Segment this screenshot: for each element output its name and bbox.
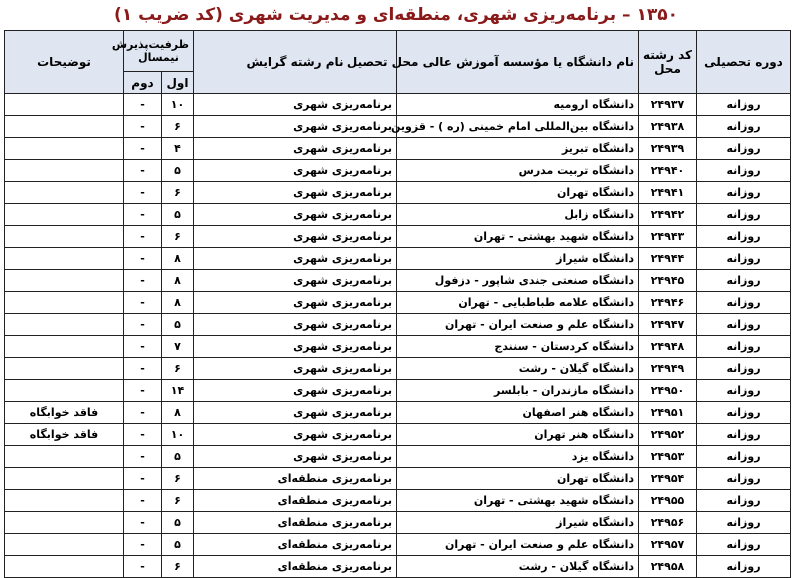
cell-capacity-second: - — [124, 160, 162, 182]
cell-university: دانشگاه شهید بهشتی - تهران — [397, 490, 639, 512]
cell-period: روزانه — [697, 468, 791, 490]
cell-notes — [5, 138, 124, 160]
cell-university: دانشگاه بین‌المللی امام خمینی (ره ) - قزوین — [397, 116, 639, 138]
cell-notes: فاقد خوابگاه — [5, 424, 124, 446]
cell-period: روزانه — [697, 358, 791, 380]
cell-notes — [5, 182, 124, 204]
cell-notes — [5, 248, 124, 270]
cell-notes — [5, 490, 124, 512]
cell-code: ۲۴۹۳۸ — [639, 116, 697, 138]
table-row — [5, 424, 791, 446]
cell-period: روزانه — [697, 490, 791, 512]
cell-capacity-second: - — [124, 556, 162, 578]
cell-capacity-first: ۱۴ — [162, 380, 194, 402]
cell-period: روزانه — [697, 534, 791, 556]
cell-code: ۲۴۹۵۸ — [639, 556, 697, 578]
cell-capacity-second: - — [124, 534, 162, 556]
table-row — [5, 446, 791, 468]
cell-university: دانشگاه مازندران - بابلسر — [397, 380, 639, 402]
table-row — [5, 556, 791, 578]
cell-capacity-first: ۱۰ — [162, 94, 194, 116]
cell-period: روزانه — [697, 556, 791, 578]
table-row — [5, 182, 791, 204]
cell-university: دانشگاه شیراز — [397, 248, 639, 270]
cell-capacity-second: - — [124, 226, 162, 248]
header-capacity-first: اول — [162, 72, 194, 94]
cell-field: برنامه‌ریزی شهری — [194, 248, 397, 270]
cell-capacity-second: - — [124, 336, 162, 358]
cell-capacity-second: - — [124, 424, 162, 446]
table-row — [5, 358, 791, 380]
header-university: نام دانشگاه یا مؤسسه آموزش عالی محل تحصیل — [397, 31, 639, 94]
cell-notes — [5, 204, 124, 226]
header-notes: توضیحات — [5, 31, 124, 94]
cell-period: روزانه — [697, 160, 791, 182]
cell-code: ۲۴۹۴۲ — [639, 204, 697, 226]
cell-notes — [5, 160, 124, 182]
cell-capacity-first: ۵ — [162, 204, 194, 226]
cell-capacity-second: - — [124, 380, 162, 402]
table-row — [5, 402, 791, 424]
cell-capacity-first: ۶ — [162, 490, 194, 512]
table-row — [5, 490, 791, 512]
cell-notes — [5, 116, 124, 138]
cell-period: روزانه — [697, 336, 791, 358]
cell-notes — [5, 94, 124, 116]
cell-capacity-first: ۵ — [162, 314, 194, 336]
cell-capacity-first: ۸ — [162, 270, 194, 292]
cell-capacity-second: - — [124, 512, 162, 534]
header-period: دوره تحصیلی — [697, 31, 791, 94]
cell-period: روزانه — [697, 94, 791, 116]
cell-notes — [5, 314, 124, 336]
cell-capacity-first: ۸ — [162, 402, 194, 424]
table-row — [5, 204, 791, 226]
cell-university: دانشگاه ارومیه — [397, 94, 639, 116]
cell-capacity-second: - — [124, 138, 162, 160]
cell-university: دانشگاه گیلان - رشت — [397, 556, 639, 578]
table-row — [5, 138, 791, 160]
cell-field: برنامه‌ریزی شهری — [194, 94, 397, 116]
cell-university: دانشگاه علامه طباطبایی - تهران — [397, 292, 639, 314]
cell-period: روزانه — [697, 402, 791, 424]
cell-university: دانشگاه تهران — [397, 468, 639, 490]
header-capacity: ظرفیت‌پذیرش نیمسال — [124, 31, 194, 72]
page-title: ۱۳۵۰ – برنامه‌ریزی شهری، منطقه‌ای و مدیریت شهری (کد ضریب ۱) — [114, 5, 678, 25]
table-header — [5, 31, 791, 94]
cell-notes — [5, 270, 124, 292]
cell-field: برنامه‌ریزی منطقه‌ای — [194, 556, 397, 578]
cell-university: دانشگاه شهید بهشتی - تهران — [397, 226, 639, 248]
cell-capacity-second: - — [124, 446, 162, 468]
header-field: نام رشته گرایش — [194, 31, 397, 94]
cell-capacity-second: - — [124, 292, 162, 314]
cell-field: برنامه‌ریزی منطقه‌ای — [194, 512, 397, 534]
cell-period: روزانه — [697, 182, 791, 204]
cell-capacity-second: - — [124, 490, 162, 512]
table-body — [5, 94, 791, 578]
cell-field: برنامه‌ریزی منطقه‌ای — [194, 490, 397, 512]
cell-code: ۲۴۹۵۴ — [639, 468, 697, 490]
cell-university: دانشگاه زابل — [397, 204, 639, 226]
header-capacity-second: دوم — [124, 72, 162, 94]
cell-capacity-first: ۶ — [162, 226, 194, 248]
cell-capacity-first: ۱۰ — [162, 424, 194, 446]
table-row — [5, 534, 791, 556]
cell-field: برنامه‌ریزی شهری — [194, 116, 397, 138]
cell-field: برنامه‌ریزی شهری — [194, 446, 397, 468]
cell-period: روزانه — [697, 380, 791, 402]
cell-notes — [5, 556, 124, 578]
table-row — [5, 512, 791, 534]
cell-capacity-second: - — [124, 248, 162, 270]
cell-capacity-first: ۵ — [162, 446, 194, 468]
cell-university: دانشگاه تهران — [397, 182, 639, 204]
cell-notes — [5, 512, 124, 534]
cell-field: برنامه‌ریزی شهری — [194, 380, 397, 402]
table-row — [5, 270, 791, 292]
cell-capacity-second: - — [124, 116, 162, 138]
cell-field: برنامه‌ریزی شهری — [194, 226, 397, 248]
cell-capacity-second: - — [124, 204, 162, 226]
cell-code: ۲۴۹۴۳ — [639, 226, 697, 248]
table-row — [5, 94, 791, 116]
cell-capacity-first: ۴ — [162, 138, 194, 160]
cell-capacity-first: ۶ — [162, 182, 194, 204]
cell-field: برنامه‌ریزی منطقه‌ای — [194, 534, 397, 556]
cell-code: ۲۴۹۴۱ — [639, 182, 697, 204]
cell-university: دانشگاه علم و صنعت ایران - تهران — [397, 534, 639, 556]
cell-period: روزانه — [697, 314, 791, 336]
cell-notes: فاقد خوابگاه — [5, 402, 124, 424]
cell-capacity-first: ۶ — [162, 556, 194, 578]
cell-capacity-first: ۵ — [162, 160, 194, 182]
cell-capacity-first: ۸ — [162, 292, 194, 314]
cell-period: روزانه — [697, 226, 791, 248]
cell-code: ۲۴۹۴۹ — [639, 358, 697, 380]
cell-capacity-first: ۵ — [162, 512, 194, 534]
cell-university: دانشگاه هنر تهران — [397, 424, 639, 446]
cell-notes — [5, 358, 124, 380]
cell-period: روزانه — [697, 204, 791, 226]
cell-university: دانشگاه تربیت مدرس — [397, 160, 639, 182]
cell-field: برنامه‌ریزی شهری — [194, 424, 397, 446]
table-row — [5, 292, 791, 314]
cell-field: برنامه‌ریزی شهری — [194, 402, 397, 424]
table-row — [5, 226, 791, 248]
cell-university: دانشگاه تبریز — [397, 138, 639, 160]
table-row — [5, 116, 791, 138]
table-row — [5, 314, 791, 336]
cell-period: روزانه — [697, 292, 791, 314]
cell-code: ۲۴۹۴۴ — [639, 248, 697, 270]
cell-code: ۲۴۹۴۸ — [639, 336, 697, 358]
cell-code: ۲۴۹۴۶ — [639, 292, 697, 314]
cell-university: دانشگاه صنعتی جندی شاپور - دزفول — [397, 270, 639, 292]
cell-field: برنامه‌ریزی شهری — [194, 270, 397, 292]
table-row — [5, 468, 791, 490]
table-row — [5, 248, 791, 270]
table-row — [5, 160, 791, 182]
cell-field: برنامه‌ریزی شهری — [194, 336, 397, 358]
cell-code: ۲۴۹۵۰ — [639, 380, 697, 402]
cell-field: برنامه‌ریزی شهری — [194, 292, 397, 314]
cell-code: ۲۴۹۳۹ — [639, 138, 697, 160]
cell-field: برنامه‌ریزی منطقه‌ای — [194, 468, 397, 490]
table-row — [5, 380, 791, 402]
cell-code: ۲۴۹۵۲ — [639, 424, 697, 446]
cell-capacity-first: ۷ — [162, 336, 194, 358]
cell-field: برنامه‌ریزی شهری — [194, 314, 397, 336]
cell-notes — [5, 446, 124, 468]
cell-code: ۲۴۹۴۰ — [639, 160, 697, 182]
cell-field: برنامه‌ریزی شهری — [194, 160, 397, 182]
cell-capacity-first: ۵ — [162, 534, 194, 556]
table-row — [5, 336, 791, 358]
admission-table — [4, 30, 791, 578]
cell-code: ۲۴۹۵۱ — [639, 402, 697, 424]
cell-code: ۲۴۹۵۷ — [639, 534, 697, 556]
cell-notes — [5, 468, 124, 490]
cell-capacity-second: - — [124, 94, 162, 116]
cell-university: دانشگاه گیلان - رشت — [397, 358, 639, 380]
cell-capacity-first: ۸ — [162, 248, 194, 270]
cell-university: دانشگاه علم و صنعت ایران - تهران — [397, 314, 639, 336]
cell-period: روزانه — [697, 446, 791, 468]
cell-field: برنامه‌ریزی شهری — [194, 182, 397, 204]
cell-capacity-second: - — [124, 402, 162, 424]
header-code: کد رشته محل — [639, 31, 697, 94]
cell-period: روزانه — [697, 116, 791, 138]
cell-capacity-second: - — [124, 358, 162, 380]
cell-field: برنامه‌ریزی شهری — [194, 358, 397, 380]
cell-code: ۲۴۹۵۵ — [639, 490, 697, 512]
cell-code: ۲۴۹۵۳ — [639, 446, 697, 468]
cell-notes — [5, 226, 124, 248]
cell-university: دانشگاه شیراز — [397, 512, 639, 534]
cell-capacity-second: - — [124, 314, 162, 336]
cell-period: روزانه — [697, 270, 791, 292]
cell-field: برنامه‌ریزی شهری — [194, 138, 397, 160]
cell-university: دانشگاه یزد — [397, 446, 639, 468]
cell-period: روزانه — [697, 248, 791, 270]
cell-capacity-first: ۶ — [162, 116, 194, 138]
cell-notes — [5, 380, 124, 402]
cell-notes — [5, 534, 124, 556]
cell-capacity-second: - — [124, 468, 162, 490]
cell-notes — [5, 336, 124, 358]
cell-capacity-second: - — [124, 270, 162, 292]
cell-period: روزانه — [697, 512, 791, 534]
cell-period: روزانه — [697, 138, 791, 160]
cell-notes — [5, 292, 124, 314]
cell-period: روزانه — [697, 424, 791, 446]
cell-capacity-first: ۶ — [162, 358, 194, 380]
cell-capacity-first: ۶ — [162, 468, 194, 490]
cell-code: ۲۴۹۴۷ — [639, 314, 697, 336]
cell-capacity-second: - — [124, 182, 162, 204]
cell-field: برنامه‌ریزی شهری — [194, 204, 397, 226]
cell-code: ۲۴۹۳۷ — [639, 94, 697, 116]
cell-code: ۲۴۹۵۶ — [639, 512, 697, 534]
cell-university: دانشگاه هنر اصفهان — [397, 402, 639, 424]
cell-university: دانشگاه کردستان - سنندج — [397, 336, 639, 358]
cell-code: ۲۴۹۴۵ — [639, 270, 697, 292]
